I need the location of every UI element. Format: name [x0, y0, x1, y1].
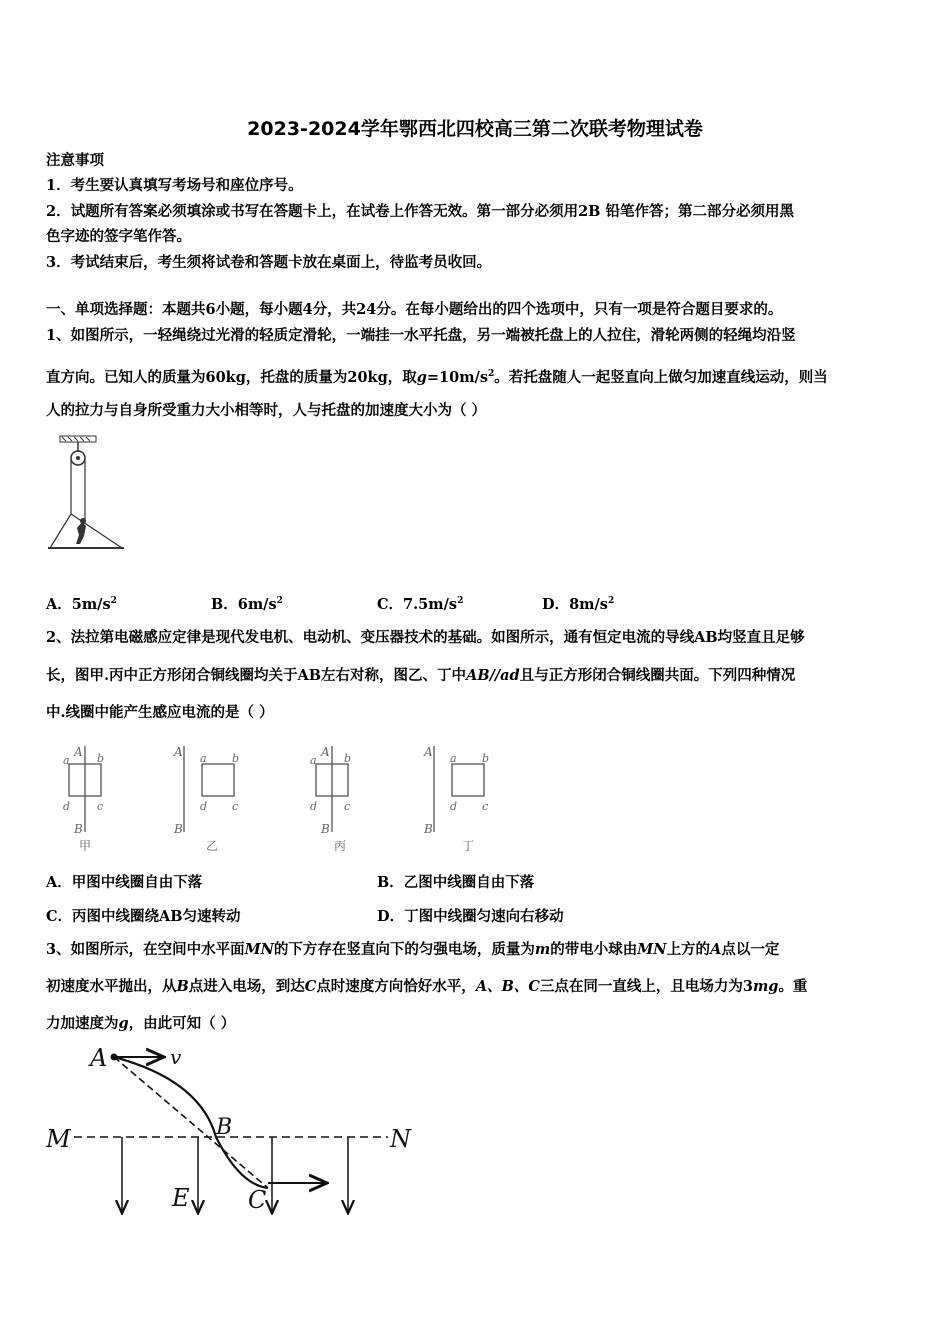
svg-text:B: B — [74, 822, 83, 836]
svg-text:d: d — [200, 800, 208, 813]
svg-text:d: d — [450, 800, 458, 813]
point-b-label: B — [216, 1115, 233, 1140]
notice-item-1: 1．考生要认真填写考场号和座位序号。 — [46, 177, 303, 194]
q2-option-d[interactable]: D．丁图中线圈匀速向右移动 — [377, 908, 564, 925]
svg-text:c: c — [344, 800, 351, 813]
point-c-label: C — [248, 1186, 267, 1214]
figure-label-jia: 甲 — [79, 839, 92, 853]
q2-figure-jia — [60, 742, 120, 854]
q1-line-2: 直方向。已知人的质量为60kg，托盘的质量为20kg，取$g=10m/s^2$。若托盘随人一起竖直向上做匀加速直线运动，则当 — [46, 368, 828, 386]
q2-option-a[interactable]: A．甲图中线圈自由下落 — [46, 874, 203, 891]
point-a-label: A — [90, 1044, 108, 1072]
q3-line-3: 力加速度为g，由此可知（ ） — [46, 1015, 236, 1032]
svg-text:B: B — [321, 822, 330, 836]
svg-text:b: b — [232, 752, 240, 765]
q1-option-c[interactable]: C．$7.5m/s^2$ — [377, 596, 464, 613]
svg-text:a: a — [63, 754, 70, 767]
svg-text:a: a — [310, 754, 317, 767]
q2-figure-bing — [310, 742, 370, 854]
q2-option-c[interactable]: C．丙图中线圈绕AB匀速转动 — [46, 908, 241, 925]
q2-line-1: 2、法拉第电磁感应定律是现代发电机、电动机、变压器技术的基础。如图所示，通有恒定电流的导线AB均竖直且足够 — [46, 629, 805, 646]
q1-line-1: 1、如图所示，一轻绳绕过光滑的轻质定滑轮，一端挂一水平托盘，另一端被托盘上的人拉住，滑轮两侧的轻绳均沿竖 — [46, 327, 796, 344]
q2-line-2: 长，图甲.丙中正方形闭合铜线圈均关于AB左右对称，图乙、丁中AB//ad且与正方形闭合铜线圈共面。下列四种情况 — [46, 667, 796, 684]
figure-label-ding: 丁 — [462, 839, 475, 853]
figure-label-bing: 丙 — [334, 839, 347, 853]
q1-option-b[interactable]: B．$6m/s^2$ — [211, 596, 283, 613]
exam-title: 2023-2024学年鄂西北四校高三第二次联考物理试卷 — [247, 118, 703, 140]
svg-text:A: A — [321, 745, 330, 759]
notice-item-3: 3．考试结束后，考生须将试卷和答题卡放在桌面上，待监考员收回。 — [46, 254, 492, 271]
svg-text:b: b — [344, 752, 352, 765]
q2-option-b[interactable]: B．乙图中线圈自由下落 — [377, 874, 535, 891]
svg-text:b: b — [97, 752, 105, 765]
section-heading: 一、单项选择题：本题共6小题，每小题4分，共24分。在每小题给出的四个选项中，只有一项是符合题目要求的。 — [46, 301, 783, 318]
m-label: M — [46, 1125, 71, 1153]
abc-straight-line — [114, 1057, 268, 1188]
q2-figure-yi — [170, 742, 250, 854]
svg-text:a: a — [200, 752, 207, 765]
q1-pulley-figure — [46, 432, 128, 554]
svg-text:a: a — [450, 752, 457, 765]
velocity-label: v — [170, 1045, 182, 1069]
notice-item-2: 2．试题所有答案必须填涂或书写在答题卡上，在试卷上作答无效。第一部分必须用2B 铅笔作答；第二部分必须用黑 — [46, 203, 794, 220]
svg-text:d: d — [310, 800, 318, 813]
svg-text:c: c — [232, 800, 239, 813]
person — [76, 522, 86, 544]
svg-text:B: B — [424, 822, 433, 836]
figure-label-yi: 乙 — [206, 839, 219, 853]
svg-text:b: b — [482, 752, 490, 765]
notice-heading: 注意事项 — [46, 152, 104, 169]
coil-square — [202, 764, 234, 796]
q1-option-d[interactable]: D．$8m/s^2$ — [542, 596, 615, 613]
field-e-label: E — [172, 1184, 190, 1212]
svg-text:A: A — [74, 745, 83, 759]
svg-text:c: c — [482, 800, 489, 813]
q2-line-3: 中.线圈中能产生感应电流的是（ ） — [46, 704, 274, 721]
q2-figure-ding — [420, 742, 500, 854]
svg-text:d: d — [63, 800, 71, 813]
q1-option-a[interactable]: A．$5m/s^2$ — [46, 596, 117, 613]
notice-item-2-cont: 色字迹的签字笔作答。 — [46, 228, 191, 245]
q3-field-figure — [40, 1040, 420, 1220]
svg-text:A: A — [174, 745, 183, 759]
q1-line-3: 人的拉力与自身所受重力大小相等时，人与托盘的加速度大小为（ ） — [46, 402, 487, 419]
svg-text:c: c — [97, 800, 104, 813]
svg-text:A: A — [424, 745, 433, 759]
q3-line-2: 初速度水平抛出，从B点进入电场，到达C点时速度方向恰好水平，A、B、C三点在同一直线上，且电场力为3mg。重 — [46, 978, 808, 995]
q3-line-1: 3、如图所示，在空间中水平面MN的下方存在竖直向下的匀强电场，质量为m的带电小球由MN上方的A点以一定 — [46, 941, 780, 958]
coil-square — [452, 764, 484, 796]
svg-text:B: B — [174, 822, 183, 836]
n-label: N — [390, 1125, 411, 1153]
